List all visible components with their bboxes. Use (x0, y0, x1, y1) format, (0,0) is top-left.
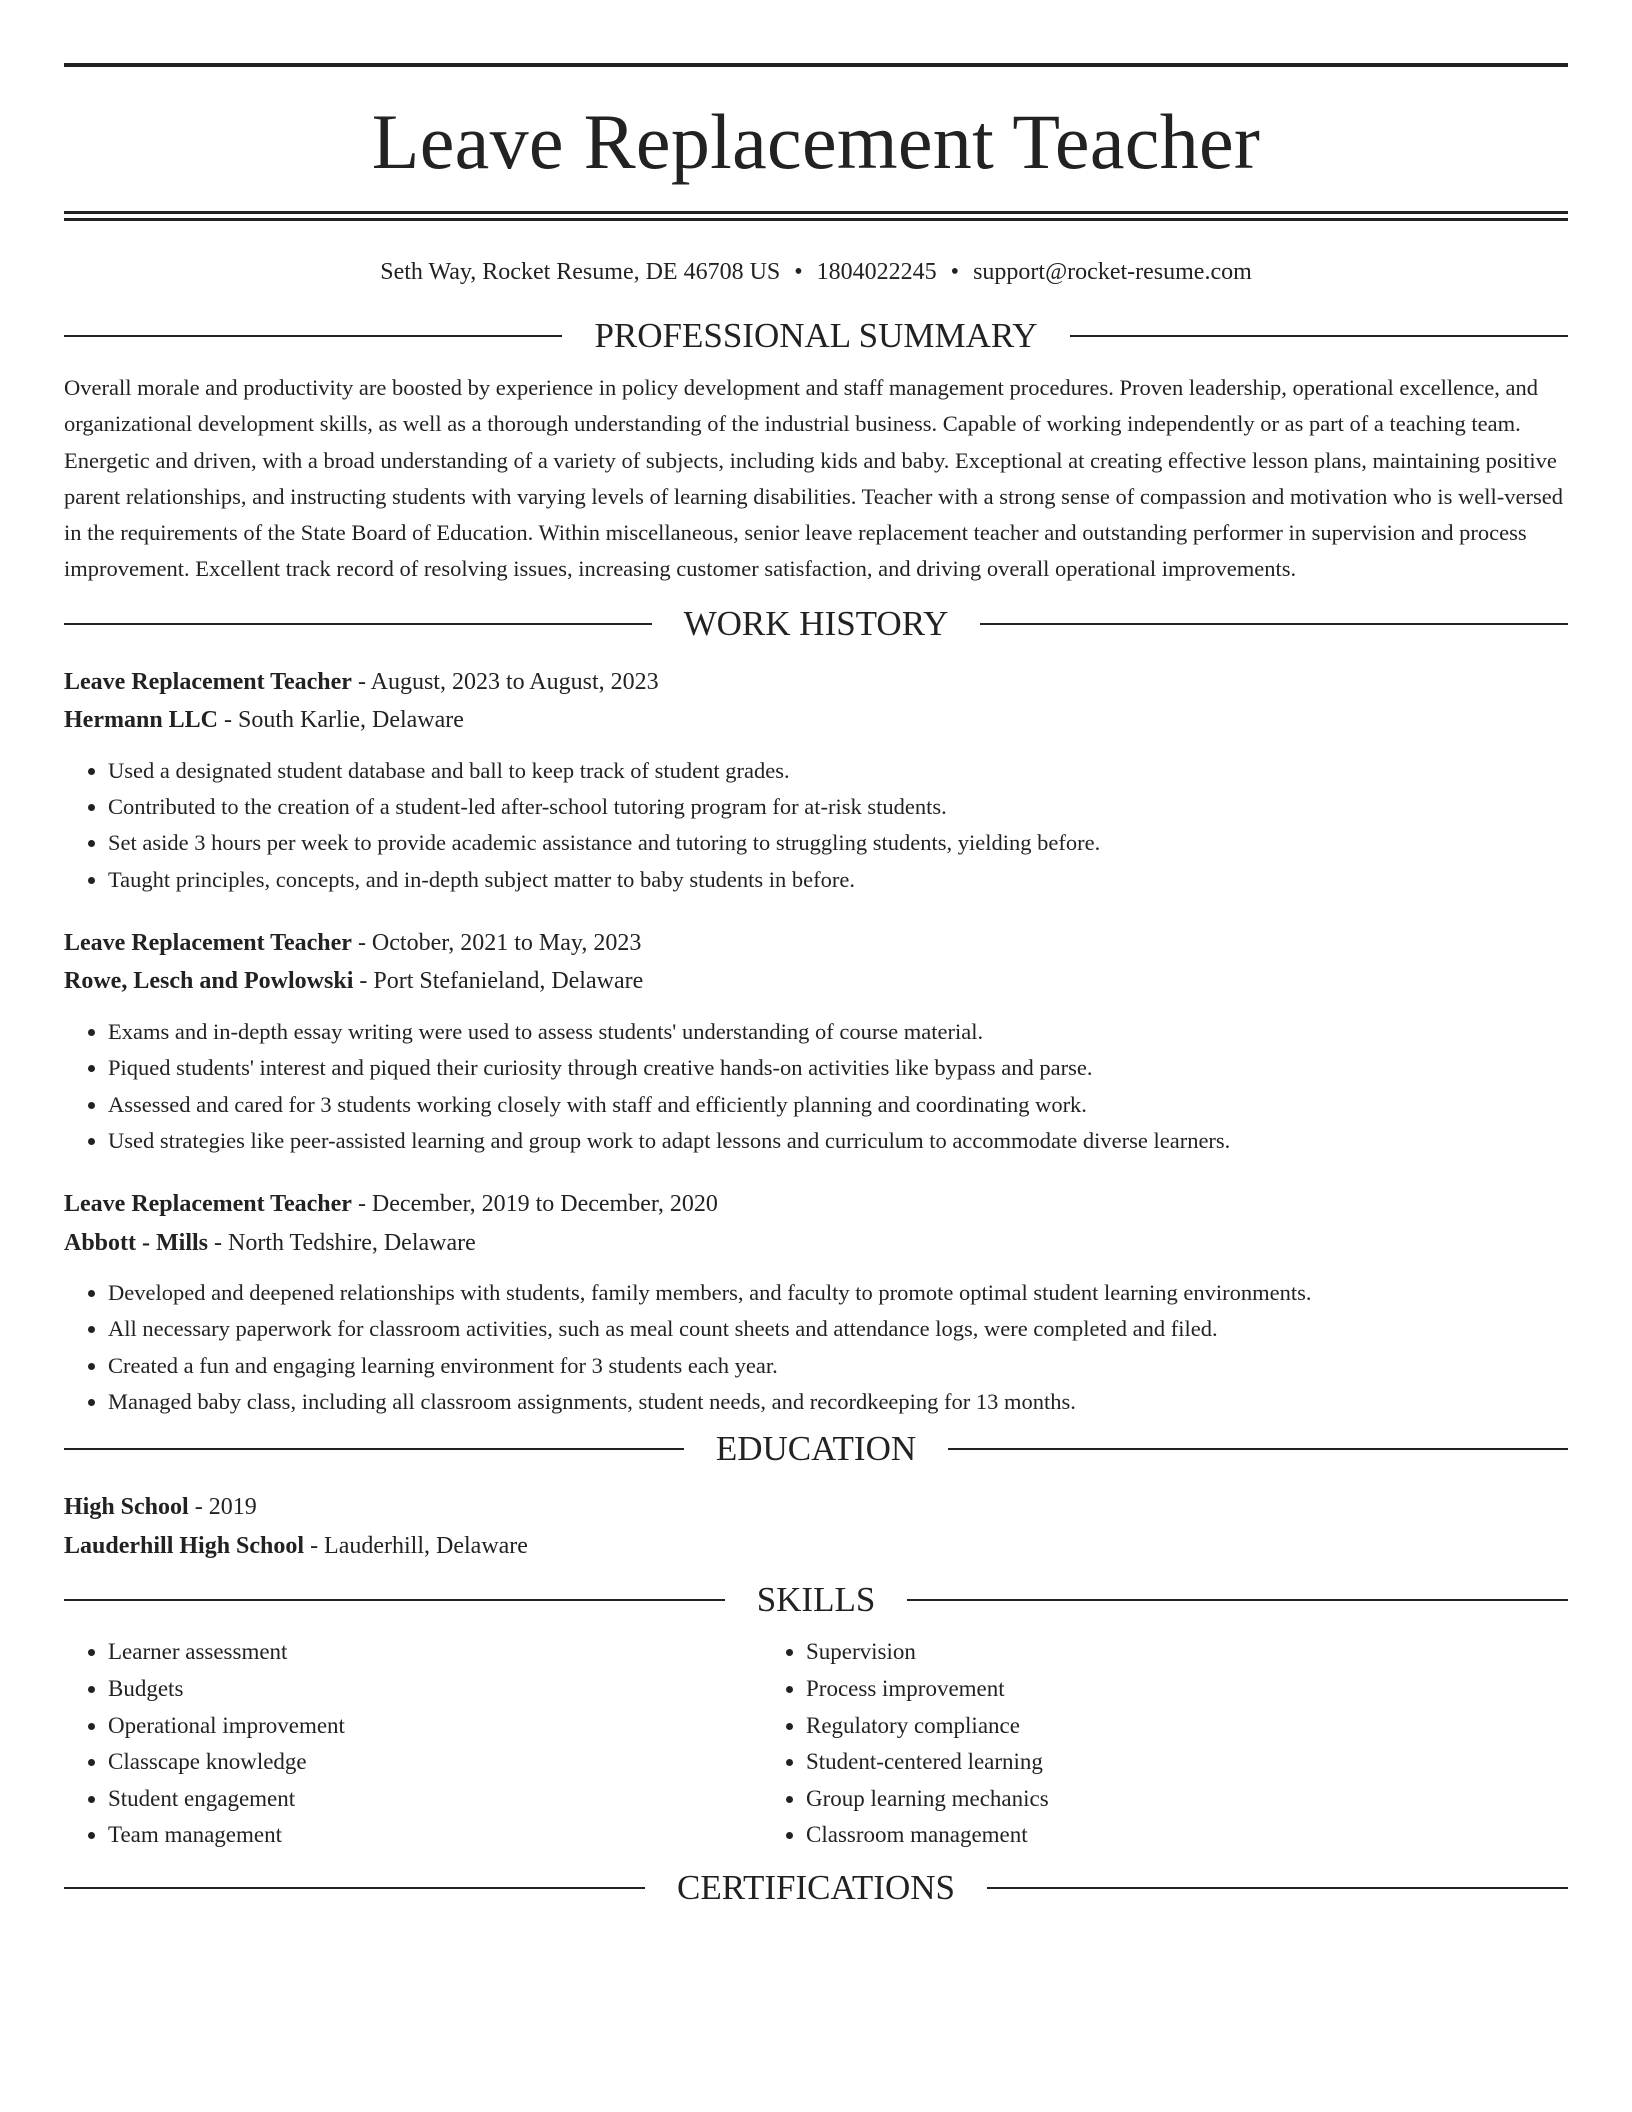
job-company-line (64, 1224, 1568, 1263)
heading-rule (64, 335, 562, 337)
education-degree-line (64, 1488, 1568, 1527)
skills-column-left (64, 1634, 762, 1854)
contact-separator: • (950, 259, 960, 285)
education-location: - Lauderhill, Delaware (310, 1532, 528, 1559)
job-title: Leave Replacement Teacher (64, 929, 352, 956)
job-company: Rowe, Lesch and Powlowski (64, 968, 354, 995)
top-rule (64, 63, 1568, 67)
job-title: Leave Replacement Teacher (64, 1191, 352, 1218)
summary-text: Overall morale and productivity are boosted by experience in policy development and staff management procedures. Proven leadership, operational excellence, and organizational development skills, as well as a thorough understanding of the industrial business. Capable of working independently or as part of a teaching team. Energetic and driven, with a broad understanding of a variety of subjects, including kids and baby. Exceptional at creating effective lesson plans, maintaining positive parent relationships, and instructing students with varying levels of learning disabilities. Teacher with a strong sense of compassion and motivation who is well-versed in the requirements of the State Board of Education. Within miscellaneous, senior leave replacement teacher and outstanding performer in supervision and process improvement. Excellent track record of resolving issues, increasing customer satisfaction, and driving overall operational improvements. (64, 375, 1563, 582)
resume-page (64, 0, 1568, 1908)
heading-rule (987, 1887, 1568, 1889)
education-degree: High School (64, 1494, 189, 1521)
job-location: - Port Stefanieland, Delaware (359, 968, 644, 995)
section-title: EDUCATION (715, 1429, 917, 1469)
section-title: SKILLS (756, 1580, 876, 1620)
skill-item: • Operational improvement (108, 1708, 762, 1745)
heading-rule (948, 1448, 1568, 1450)
job-dates: - August, 2023 to August, 2023 (357, 668, 659, 695)
job-bullet: • Managed baby class, including all classroom assignments, student needs, and recordkeeping for 13 months. (108, 1384, 1568, 1420)
job-bullet: • Set aside 3 hours per week to provide academic assistance and tutoring to struggling students, yielding before. (108, 825, 1568, 861)
skill-item: • Regulatory compliance (806, 1708, 1049, 1745)
job-location: - North Tedshire, Delaware (214, 1229, 476, 1256)
heading-rule (1070, 335, 1568, 337)
heading-rule (980, 623, 1568, 625)
resume-title: Leave Replacement Teacher (371, 98, 1261, 185)
job-dates: - October, 2021 to May, 2023 (357, 929, 642, 956)
job-title-line (64, 1185, 1568, 1224)
skills-column-right (762, 1634, 1049, 1854)
contact-email: support@rocket-resume.com (973, 259, 1252, 285)
job-bullets (64, 1275, 1568, 1420)
job-bullet: • All necessary paperwork for classroom activities, such as meal count sheets and attendance logs, were completed and filed. (108, 1311, 1568, 1347)
contact-line (64, 257, 1568, 287)
job-bullets (64, 1014, 1568, 1159)
section-heading-work-history (64, 604, 1568, 644)
heading-rule (64, 1448, 684, 1450)
job-dates: - December, 2019 to December, 2020 (357, 1191, 718, 1218)
heading-rule (907, 1599, 1568, 1601)
contact-separator: • (794, 259, 803, 285)
job-bullet: • Assessed and cared for 3 students working closely with staff and efficiently planning and coordinating work. (108, 1087, 1568, 1123)
job-bullet: • Used a designated student database and ball to keep track of student grades. (108, 753, 1568, 789)
section-title: CERTIFICATIONS (677, 1867, 955, 1907)
skill-item: • Learner assessment (108, 1634, 762, 1671)
job-company: Hermann LLC (64, 707, 219, 734)
section-heading-certifications (64, 1868, 1568, 1908)
job-bullet: • Developed and deepened relationships with students, family members, and faculty to promote optimal student learning environments. (108, 1275, 1568, 1311)
job-title: Leave Replacement Teacher (64, 668, 352, 695)
education-school: Lauderhill High School (64, 1532, 305, 1559)
job-company-line (64, 701, 1568, 740)
job-entry (64, 924, 1568, 1159)
job-bullet: • Exams and in-depth essay writing were used to assess students' understanding of course material. (108, 1014, 1568, 1050)
skill-item: • Process improvement (806, 1671, 1049, 1708)
job-bullet: • Created a fun and engaging learning environment for 3 students each year. (108, 1348, 1568, 1384)
education-entry (64, 1488, 1568, 1565)
education-school-line (64, 1527, 1568, 1566)
job-entry (64, 663, 1568, 898)
job-title-line (64, 924, 1568, 963)
job-bullet: • Piqued students' interest and piqued their curiosity through creative hands-on activities like bypass and parse. (108, 1050, 1568, 1086)
job-entry (64, 1185, 1568, 1420)
job-bullet: • Used strategies like peer-assisted learning and group work to adapt lessons and curriculum to accommodate diverse learners. (108, 1123, 1568, 1159)
skill-item: • Supervision (806, 1634, 1049, 1671)
job-company-line (64, 962, 1568, 1001)
double-rule (64, 211, 1568, 221)
section-heading-summary (64, 316, 1568, 356)
skill-item: • Team management (108, 1817, 762, 1854)
skill-item: • Student-centered learning (806, 1744, 1049, 1781)
job-location: - South Karlie, Delaware (224, 707, 464, 734)
section-title: WORK HISTORY (683, 603, 949, 643)
section-heading-skills (64, 1580, 1568, 1620)
job-title-line (64, 663, 1568, 702)
heading-rule (64, 1599, 725, 1601)
skill-item: • Classcape knowledge (108, 1744, 762, 1781)
skill-item: • Classroom management (806, 1817, 1049, 1854)
job-company: Abbott - Mills (64, 1229, 208, 1256)
job-bullets (64, 753, 1568, 898)
job-bullet: • Taught principles, concepts, and in-depth subject matter to baby students in before. (108, 862, 1568, 898)
skill-item: • Budgets (108, 1671, 762, 1708)
heading-rule (64, 623, 652, 625)
section-title: PROFESSIONAL SUMMARY (594, 316, 1038, 355)
skill-item: • Student engagement (108, 1781, 762, 1818)
education-year: - 2019 (194, 1494, 257, 1521)
job-bullet: • Contributed to the creation of a student-led after-school tutoring program for at-risk students. (108, 789, 1568, 825)
skills-list (64, 1634, 1568, 1854)
contact-phone: 1804022245 (816, 259, 937, 285)
heading-rule (64, 1887, 645, 1889)
section-heading-education (64, 1429, 1568, 1469)
contact-address: Seth Way, Rocket Resume, DE 46708 US (380, 259, 781, 285)
skill-item: • Group learning mechanics (806, 1781, 1049, 1818)
